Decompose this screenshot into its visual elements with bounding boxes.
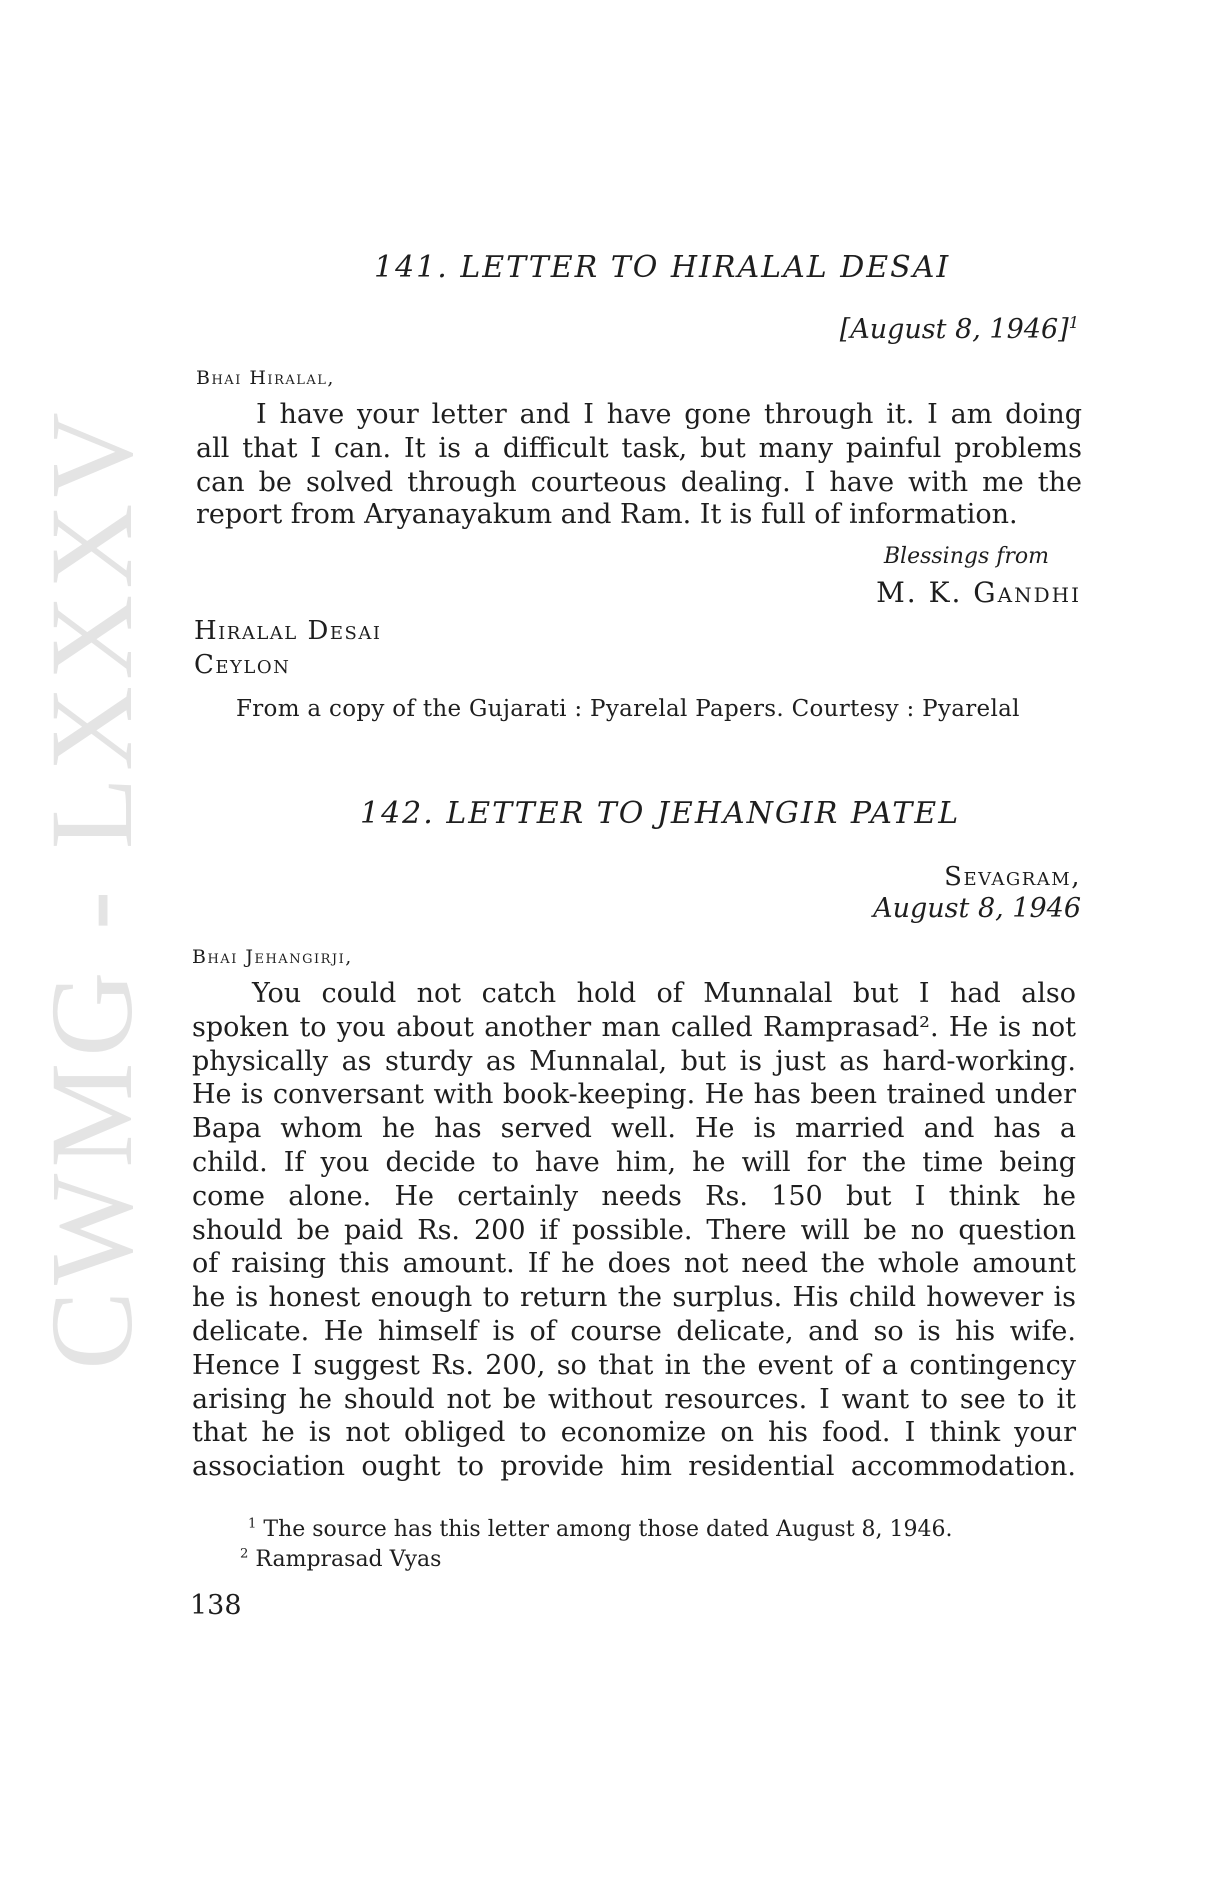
letter2-body-line: association ought to provide him residential accommodation. [192,1451,1076,1483]
letter2-title: 142. LETTER TO JEHANGIR PATEL [360,796,961,831]
letter1-title: 141. LETTER TO HIRALAL DESAI [374,250,951,285]
letter2-body [192,977,1076,1484]
letter2-body-line: come alone. He certainly needs Rs. 150 but I think he [192,1180,1076,1212]
letter2-body-line: child. If you decide to have him, he will for the time being [192,1146,1076,1178]
letter1-closing: Blessings from [883,544,1049,569]
letter1-body-line: can be solved through courteous dealing. I have with me the [196,466,1082,498]
letter1-date [840,314,1079,345]
letter2-body-line: he is honest enough to return the surplus. His child however is [192,1282,1076,1314]
letter1-place: Ceylon [194,650,291,680]
letter1-body-last: report from Aryanayakum and Ram. It is full of information. [196,499,1018,530]
letter2-body-line: He is conversant with book-keeping. He has been trained under [192,1079,1076,1111]
letter2-body-line: You could not catch hold of Munnalal but I had also [252,978,1076,1009]
letter1-addressee: Hiralal Desai [194,616,382,646]
letter1-body [196,398,1082,499]
letter1-body-line: all that I can. It is a difficult task, but many painful problems [196,432,1082,464]
letter2-body-line: delicate. He himself is of course delicate, and so is his wife. [192,1315,1076,1347]
letter2-body-line: arising he should not be without resources. I want to see to it [192,1383,1076,1415]
footnote-2-mark: 2 [240,1546,249,1562]
letter1-salutation: Bhai Hiralal, [196,367,335,389]
letter2-body-line: Hence I suggest Rs. 200, so that in the event of a contingency [192,1349,1076,1381]
footnote-1 [248,1517,953,1542]
footnote-1-mark: 1 [248,1516,257,1532]
letter2-body-line: that he is not obliged to economize on his food. I think your [192,1417,1076,1449]
watermark: CWMG - LXXXV [26,406,157,1370]
footnote-1-text: The source has this letter among those dated August 8, 1946. [263,1517,953,1542]
letter2-place: Sevagram, [944,862,1081,892]
letter2-body-line: physically as sturdy as Munnalal, but is just as hard-working. [192,1045,1076,1077]
letter1-source: From a copy of the Gujarati : Pyarelal Papers. Courtesy : Pyarelal [236,696,1020,722]
footnote-2-text: Ramprasad Vyas [255,1547,442,1572]
footnote-ref-1: 1 [1068,313,1079,332]
letter2-date: August 8, 1946 [873,893,1081,924]
letter2-body-line: should be paid Rs. 200 if possible. There will be no question [192,1214,1076,1246]
page-number: 138 [190,1590,242,1621]
letter1-signature: M. K. Gandhi [876,576,1081,609]
letter1-date-text: [August 8, 1946] [839,314,1069,345]
letter2-body-line: Bapa whom he has served well. He is married and has a [192,1113,1076,1145]
letter2-body-line: of raising this amount. If he does not need the whole amount [192,1248,1076,1280]
letter2-salutation: Bhai Jehangirji, [192,946,353,968]
letter2-body-line: spoken to you about another man called Ramprasad². He is not [192,1011,1076,1043]
letter1-body-line: I have your letter and I have gone through it. I am doing [256,399,1082,430]
footnote-2 [240,1547,441,1572]
